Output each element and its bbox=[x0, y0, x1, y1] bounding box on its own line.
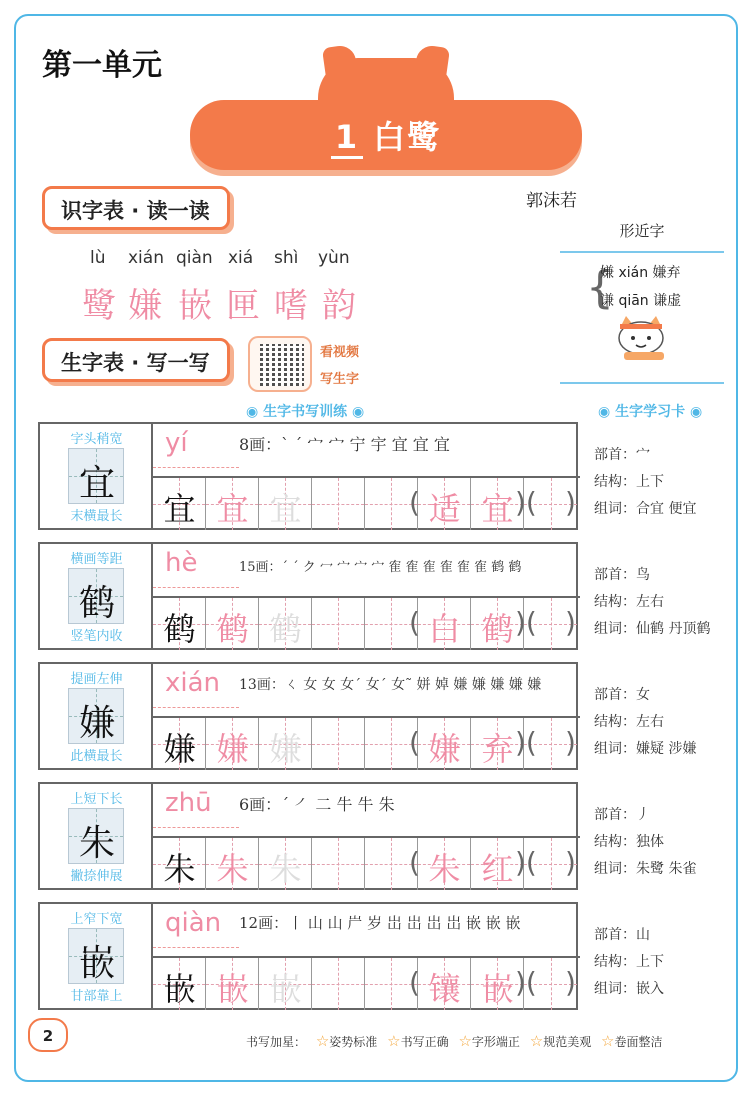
grid-cell[interactable]: 宜 bbox=[259, 478, 312, 530]
stars-label: 书写加星： bbox=[246, 1035, 307, 1049]
card-radical: 部首：鸟 bbox=[594, 567, 650, 583]
star-icon[interactable]: ☆ bbox=[387, 1032, 401, 1050]
practice-grid bbox=[151, 902, 578, 1010]
writing-stars bbox=[246, 1032, 663, 1050]
paren-close: ) bbox=[565, 846, 576, 879]
pinyin-item: shì bbox=[274, 248, 299, 268]
brace-icon: { bbox=[586, 262, 614, 313]
grid-cell[interactable]: 嫌 bbox=[418, 718, 471, 770]
tip-top: 上短下长 bbox=[70, 792, 123, 807]
tip-bottom: 此横最长 bbox=[70, 749, 123, 764]
similar-line: 嫌 xián 嫌弃 bbox=[600, 265, 681, 281]
star-item: 书写正确 bbox=[400, 1035, 449, 1049]
practice-grid bbox=[151, 542, 578, 650]
pinyin-item: yùn bbox=[318, 248, 350, 268]
qr-code[interactable] bbox=[248, 336, 312, 392]
practice-grid bbox=[151, 422, 578, 530]
similar-line: 谦 qiān 谦虚 bbox=[600, 293, 682, 309]
paren-open: ( bbox=[409, 846, 420, 879]
grid-cell[interactable]: 适 bbox=[418, 478, 471, 530]
card-radical: 部首：宀 bbox=[594, 447, 650, 463]
hanzi-item: 嵌 bbox=[178, 286, 212, 326]
learning-card bbox=[594, 564, 724, 645]
char-entry bbox=[38, 422, 578, 530]
card-words: 组词：嫌疑 涉嫌 bbox=[594, 741, 697, 757]
grid-cell[interactable] bbox=[312, 718, 365, 770]
card-words: 组词：嵌入 bbox=[594, 981, 664, 997]
char-entry bbox=[38, 902, 578, 1010]
model-char-box bbox=[68, 688, 124, 744]
model-char-box bbox=[68, 928, 124, 984]
char-pinyin: yí bbox=[153, 424, 239, 468]
char-pinyin: zhū bbox=[153, 784, 239, 828]
char-model-panel bbox=[38, 902, 151, 1010]
write-section-header: 生字表 · 写一写 bbox=[42, 338, 230, 382]
tip-top: 上窄下宽 bbox=[70, 912, 123, 927]
card-words: 组词：仙鹤 丹顶鹤 bbox=[594, 621, 711, 637]
paren-close: ) bbox=[565, 966, 576, 999]
paren-open: ( bbox=[409, 486, 420, 519]
model-char-box bbox=[68, 448, 124, 504]
hanzi-item: 嫌 bbox=[128, 286, 162, 326]
grid-cell[interactable]: 宜 bbox=[471, 478, 524, 530]
stroke-order: 6画：ˊ ㇒ 二 牛 牛 朱 bbox=[239, 795, 395, 814]
stroke-order: 12画：丨 山 山 屵 岁 岀 岀 岀 岀 嵌 嵌 嵌 bbox=[239, 914, 521, 932]
qr-pattern bbox=[260, 344, 304, 386]
grid-cell[interactable]: 嫌 bbox=[153, 718, 206, 770]
stroke-order: 8画：` ˊ 宀 宀 宁 宇 宜 宜 宜 bbox=[239, 435, 450, 454]
tip-bottom: 撇捺伸展 bbox=[70, 869, 123, 884]
char-model-panel bbox=[38, 542, 151, 650]
grid-cell[interactable]: 朱 bbox=[259, 838, 312, 890]
tip-bottom: 甘部靠上 bbox=[70, 989, 123, 1004]
card-structure: 结构：左右 bbox=[594, 594, 664, 610]
paren-close: ) bbox=[565, 726, 576, 759]
page-number: 2 bbox=[28, 1018, 68, 1052]
card-structure: 结构：独体 bbox=[594, 834, 664, 850]
paren-close: )( bbox=[515, 966, 537, 999]
card-radical: 部首：山 bbox=[594, 927, 650, 943]
card-words: 组词：朱鹭 朱雀 bbox=[594, 861, 697, 877]
star-item: 姿势标准 bbox=[329, 1035, 378, 1049]
tip-bottom: 竖笔内收 bbox=[70, 629, 123, 644]
grid-cell[interactable]: 镶 bbox=[418, 958, 471, 1010]
char-model-panel bbox=[38, 782, 151, 890]
model-char: 嫌 bbox=[78, 703, 115, 744]
read-section-header: 识字表 · 读一读 bbox=[42, 186, 230, 230]
grid-cell[interactable]: 红 bbox=[471, 838, 524, 890]
cat-mascot-icon bbox=[612, 316, 670, 366]
tip-bottom: 末横最长 bbox=[70, 509, 123, 524]
hanzi-item: 匣 bbox=[226, 286, 260, 326]
learning-card bbox=[594, 804, 724, 885]
card-structure: 结构：上下 bbox=[594, 474, 664, 490]
char-model-panel bbox=[38, 662, 151, 770]
star-item: 卷面整洁 bbox=[614, 1035, 663, 1049]
grid-cell[interactable]: 鹤 bbox=[206, 598, 259, 650]
paren-open: ( bbox=[409, 726, 420, 759]
grid-cell[interactable] bbox=[312, 838, 365, 890]
star-icon[interactable]: ☆ bbox=[601, 1032, 615, 1050]
card-words: 组词：合宜 便宜 bbox=[594, 501, 697, 517]
card-radical: 部首：女 bbox=[594, 687, 650, 703]
hanzi-item: 嗜 bbox=[274, 286, 308, 326]
grid-cell[interactable]: 弃 bbox=[471, 718, 524, 770]
practice-grid bbox=[151, 662, 578, 770]
char-entry bbox=[38, 782, 578, 890]
paren-close: ) bbox=[565, 606, 576, 639]
hanzi-item: 韵 bbox=[322, 286, 356, 326]
grid-cell[interactable]: 宜 bbox=[206, 478, 259, 530]
paren-open: ( bbox=[409, 966, 420, 999]
stroke-order: 13画：ㄑ 女 女 女´ 女ˊ 女˜ 姘 婥 嫌 嫌 嫌 嫌 嫌 bbox=[239, 677, 542, 693]
char-entry bbox=[38, 542, 578, 650]
card-structure: 结构：上下 bbox=[594, 954, 664, 970]
grid-cell[interactable]: 嵌 bbox=[206, 958, 259, 1010]
model-char: 鹤 bbox=[78, 583, 115, 624]
char-entry bbox=[38, 662, 578, 770]
similar-divider bbox=[560, 382, 724, 384]
training-title: ◉ 生字书写训练 ◉ bbox=[246, 404, 365, 420]
grid-cell[interactable]: 嵌 bbox=[471, 958, 524, 1010]
author: 郭沫若 bbox=[526, 191, 577, 211]
paren-open: ( bbox=[409, 606, 420, 639]
grid-cell[interactable]: 白 bbox=[418, 598, 471, 650]
grid-cell[interactable]: 嫌 bbox=[206, 718, 259, 770]
learning-card-title: ◉ 生字学习卡 ◉ bbox=[598, 404, 703, 420]
char-pinyin: hè bbox=[153, 544, 239, 588]
pinyin-item: qiàn bbox=[176, 248, 213, 268]
qr-label-video: 看视频 bbox=[320, 345, 360, 360]
practice-grid bbox=[151, 782, 578, 890]
star-icon[interactable]: ☆ bbox=[529, 1032, 544, 1050]
model-char: 宜 bbox=[78, 463, 115, 504]
model-char: 嵌 bbox=[78, 943, 115, 984]
learning-card bbox=[594, 684, 724, 765]
grid-cell[interactable]: 朱 bbox=[206, 838, 259, 890]
star-icon[interactable]: ☆ bbox=[458, 1032, 472, 1050]
grid-cell[interactable]: 鹤 bbox=[471, 598, 524, 650]
learning-card bbox=[594, 444, 724, 525]
learning-card bbox=[594, 924, 724, 1005]
grid-cell[interactable]: 朱 bbox=[418, 838, 471, 890]
qr-label-write: 写生字 bbox=[320, 372, 360, 387]
paren-close: )( bbox=[515, 486, 537, 519]
pinyin-item: xián bbox=[128, 248, 164, 268]
paren-close: ) bbox=[565, 486, 576, 519]
model-char: 朱 bbox=[78, 823, 115, 864]
lesson-banner bbox=[190, 100, 582, 170]
unit-title: 第一单元 bbox=[42, 48, 162, 83]
star-item: 字形端正 bbox=[471, 1035, 520, 1049]
model-char-box bbox=[68, 808, 124, 864]
grid-cell[interactable]: 鹤 bbox=[259, 598, 312, 650]
card-structure: 结构：左右 bbox=[594, 714, 664, 730]
lesson-name: 白鹭 bbox=[373, 118, 442, 156]
lesson-number: 1 bbox=[331, 118, 363, 159]
grid-cell[interactable] bbox=[312, 958, 365, 1010]
paren-close: )( bbox=[515, 726, 537, 759]
paren-close: )( bbox=[515, 846, 537, 879]
pinyin-item: xiá bbox=[228, 248, 254, 268]
star-icon[interactable]: ☆ bbox=[315, 1032, 330, 1050]
tip-top: 横画等距 bbox=[70, 552, 123, 567]
tip-top: 字头稍宽 bbox=[70, 432, 123, 447]
grid-cell[interactable]: 朱 bbox=[153, 838, 206, 890]
pinyin-item: lù bbox=[90, 248, 106, 268]
stroke-order: 15画：´ ˊ ク 冖 宀 宀 宀 隺 隺 隺 隺 隺 隺 鹤 鹤 bbox=[239, 560, 522, 575]
grid-cell[interactable] bbox=[312, 478, 365, 530]
grid-cell[interactable]: 嵌 bbox=[153, 958, 206, 1010]
grid-cell[interactable]: 宜 bbox=[153, 478, 206, 530]
grid-cell[interactable]: 鹤 bbox=[153, 598, 206, 650]
paren-close: )( bbox=[515, 606, 537, 639]
grid-cell[interactable]: 嫌 bbox=[259, 718, 312, 770]
char-pinyin: xián bbox=[153, 664, 239, 708]
tip-top: 提画左伸 bbox=[70, 672, 123, 687]
char-model-panel bbox=[38, 422, 151, 530]
lesson-title bbox=[190, 112, 582, 159]
grid-cell[interactable] bbox=[312, 598, 365, 650]
model-char-box bbox=[68, 568, 124, 624]
similar-title: 形近字 bbox=[560, 220, 724, 253]
grid-cell[interactable]: 嵌 bbox=[259, 958, 312, 1010]
card-radical: 部首：丿 bbox=[594, 807, 650, 823]
star-item: 规范美观 bbox=[543, 1035, 592, 1049]
char-pinyin: qiàn bbox=[153, 904, 239, 948]
hanzi-item: 鹭 bbox=[82, 286, 116, 326]
